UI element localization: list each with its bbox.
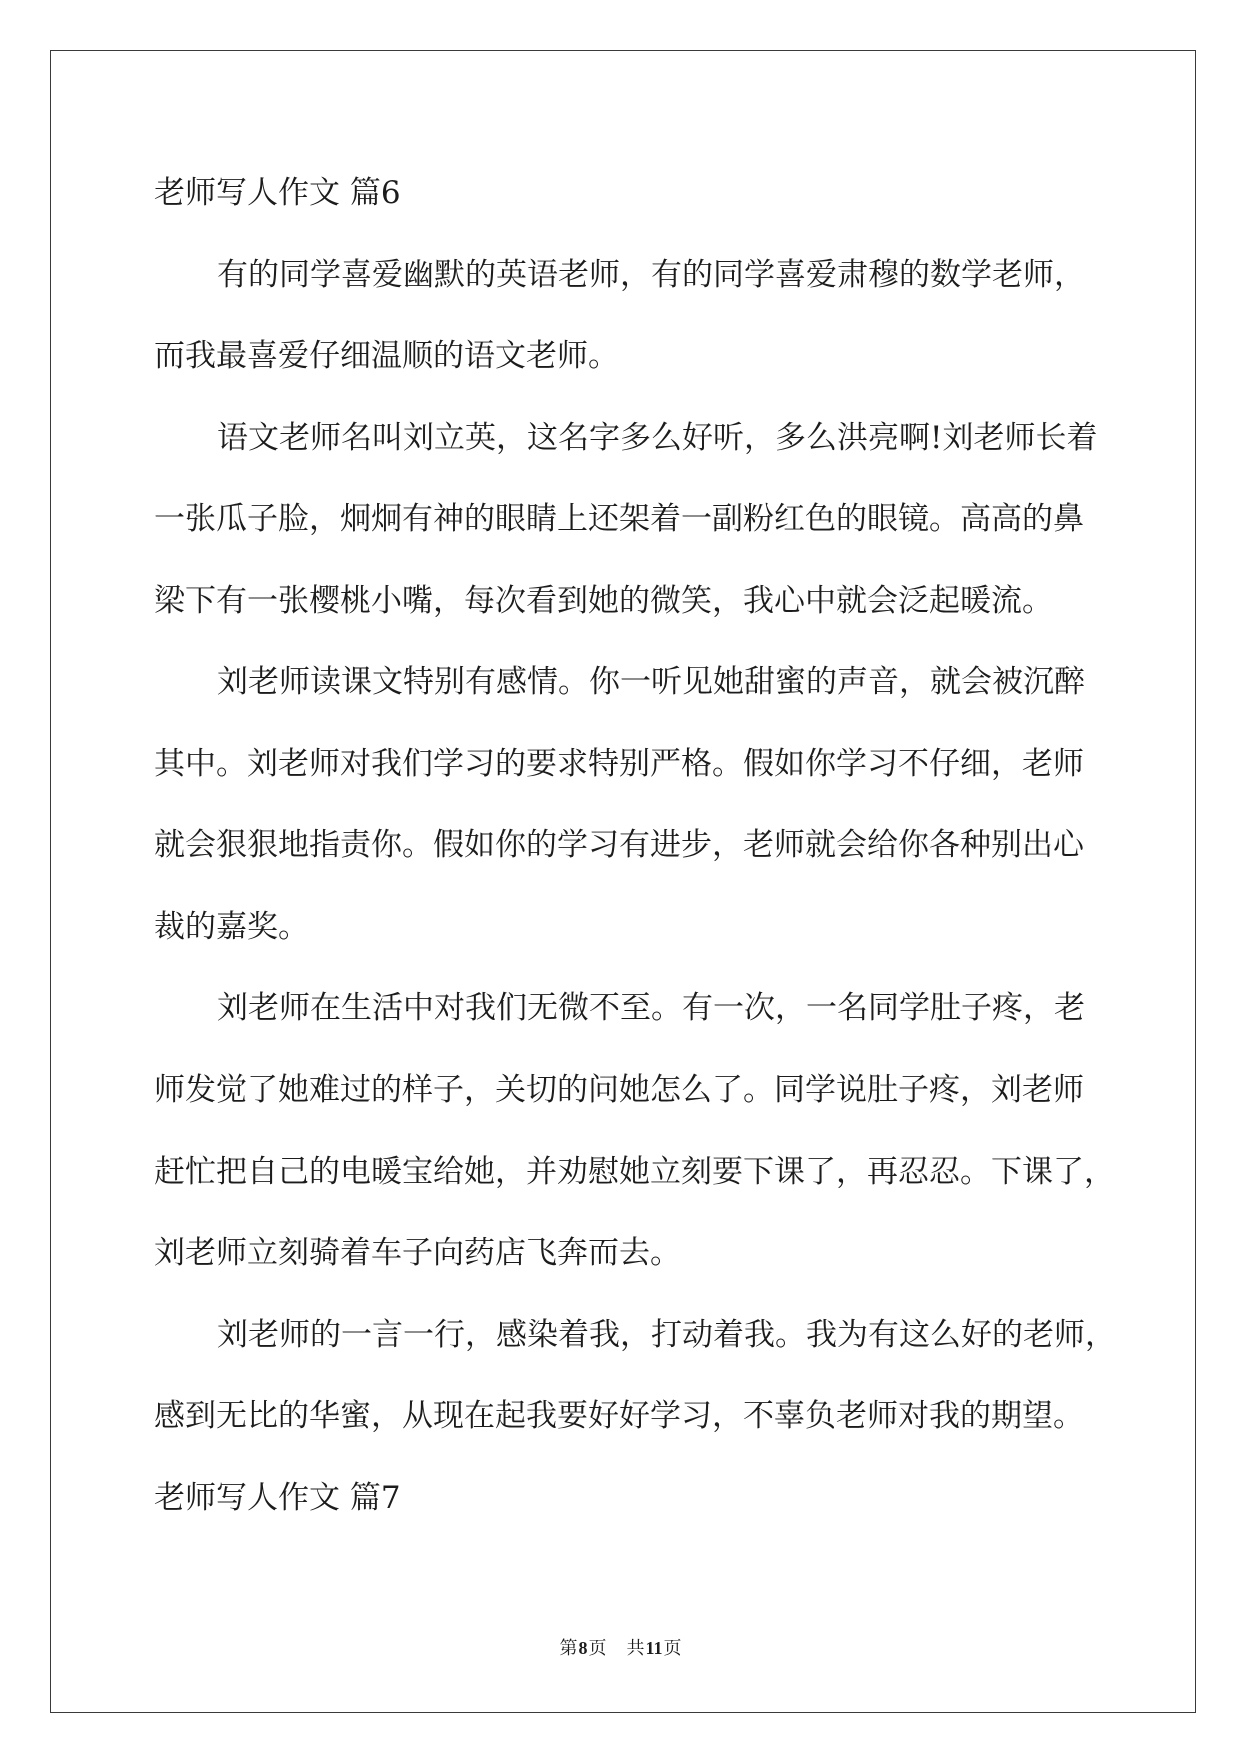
paragraph-line: 梁下有一张樱桃小嘴，每次看到她的微笑，我心中就会泛起暖流。 xyxy=(154,582,1053,619)
paragraph-line: 而我最喜爱仔细温顺的语文老师。 xyxy=(154,338,619,375)
paragraph-line: 刘老师立刻骑着车子向药店飞奔而去。 xyxy=(154,1235,681,1272)
paragraph-line: 其中。刘老师对我们学习的要求特别严格。假如你学习不仔细，老师 xyxy=(154,745,1084,782)
paragraph xyxy=(154,235,1154,398)
paragraph-line: 语文老师名叫刘立英，这名字多么好听，多么洪亮啊!刘老师长着 xyxy=(217,419,1098,456)
total-pages: 11 xyxy=(645,1638,663,1658)
paragraph xyxy=(154,398,1154,643)
paragraph-line: 一张瓜子脸，炯炯有神的眼睛上还架着一副粉红色的眼镜。高高的鼻 xyxy=(154,501,1084,538)
section-heading: 老师写人作文 篇6 xyxy=(154,175,401,211)
page-number: 8 xyxy=(578,1638,588,1658)
page-prefix: 第 xyxy=(559,1638,578,1659)
paragraph-line: 就会狠狠地指责你。假如你的学习有进步，老师就会给你各种别出心 xyxy=(154,827,1084,864)
document-body xyxy=(154,153,1154,1539)
paragraph xyxy=(154,1295,1154,1458)
paragraph-line: 赶忙把自己的电暖宝给她，并劝慰她立刻要下课了，再忍忍。下课了， xyxy=(154,1153,1115,1190)
paragraph xyxy=(154,968,1154,1294)
paragraph xyxy=(154,642,1154,968)
paragraph-line: 裁的嘉奖。 xyxy=(154,908,309,945)
page-footer xyxy=(0,1636,1241,1661)
paragraph-line: 刘老师的一言一行，感染着我，打动着我。我为有这么好的老师， xyxy=(217,1316,1116,1353)
paragraph-line: 刘老师读课文特别有感情。你一听见她甜蜜的声音，就会被沉醉 xyxy=(217,664,1085,701)
total-suffix: 页 xyxy=(663,1638,682,1659)
page-suffix: 页 xyxy=(588,1638,607,1659)
paragraph-line: 刘老师在生活中对我们无微不至。有一次，一名同学肚子疼，老 xyxy=(217,990,1085,1027)
section-heading: 老师写人作文 篇7 xyxy=(154,1479,401,1516)
paragraph-line: 有的同学喜爱幽默的英语老师，有的同学喜爱肃穆的数学老师， xyxy=(217,256,1085,293)
paragraph-line: 感到无比的华蜜，从现在起我要好好学习，不辜负老师对我的期望。 xyxy=(154,1398,1084,1435)
total-prefix: 共 xyxy=(626,1638,645,1659)
paragraph-line: 师发觉了她难过的样子，关切的问她怎么了。同学说肚子疼，刘老师 xyxy=(154,1072,1084,1109)
